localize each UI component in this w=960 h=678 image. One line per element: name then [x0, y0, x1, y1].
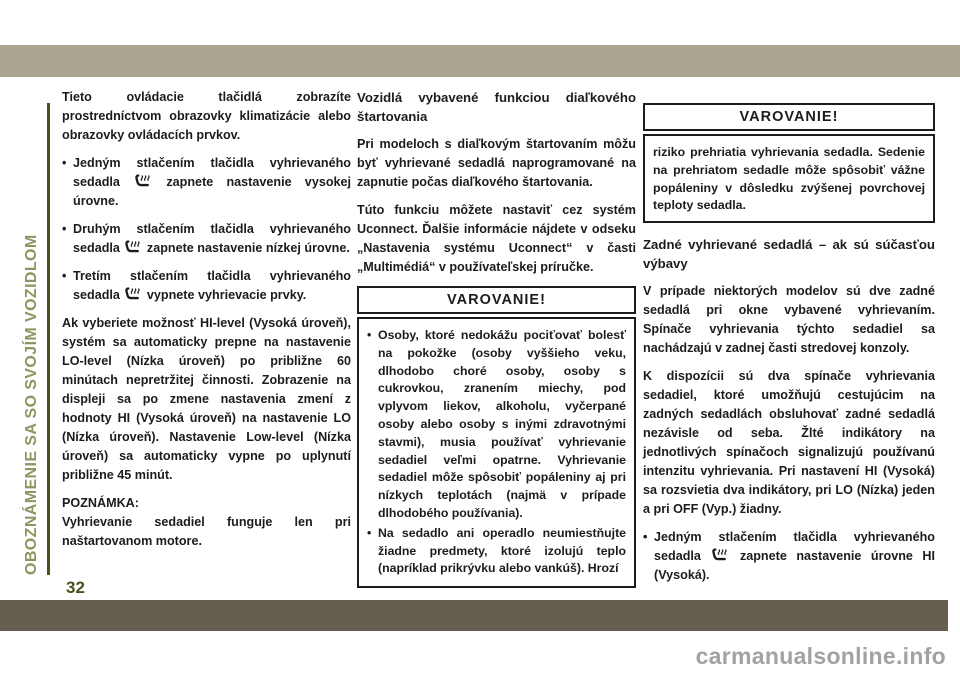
column-middle	[357, 88, 636, 588]
chapter-sidebar-title: OBOZNÁMENIE SA SO SVOJÍM VOZIDLOM	[23, 234, 40, 575]
warning-text: Na sedadlo ani operadlo neumiestňujte žiadne predmety, ktoré izolujú teplo (napríklad prikrývku alebo vankúš). Hrozí	[378, 525, 626, 576]
warning-body	[357, 317, 636, 588]
warning-text: Osoby, ktoré nedokážu pociťovať bolesť na pokožke (osoby vyššieho veku, dlhodobo choré osoby, osoby s cukrovkou, zranením miechy, pod vplyvom liekov, alkoholu, vyčerpané osoby alebo osoby s inými zdravotnými stavmi), musia používať vyhrievanie sedadiel veľmi opatrne. Vyhrievanie sedadiel môže spôsobiť popáleniny aj pri nízkych teplotách (najmä v prípade dlhodobého používania).	[378, 328, 626, 520]
sidebar-rule	[47, 103, 50, 575]
body-paragraph: K dispozícii sú dva spínače vyhrievania sedadiel, ktoré umožňujú cestujúcim na zadných sedadlách obsluhovať zadné sedadlá nezávisle od seba. Žlté indikátory na jednotlivých spínačoch signalizujú používanú intenzitu vyhrievania. Pri nastavení HI (Vysoká) sa rozsvietia dva indikátory, pri LO (Nízka) jeden a pri OFF (Vyp.) žiadny.	[643, 369, 935, 517]
heated-seat-icon	[125, 240, 141, 254]
section-heading: Zadné vyhrievané sedadlá – ak sú súčasťou výbavy	[643, 237, 935, 272]
column-left	[62, 88, 351, 551]
warning-title: VAROVANIE!	[643, 103, 935, 131]
list-item	[62, 267, 351, 305]
bullet-text-pre: Druhým stlačením tlačidla vyhrievaného sedadla	[73, 222, 351, 255]
watermark-text: carmanualsonline.info	[695, 643, 946, 669]
bullet-text-post: zapnete nastavenie vysokej úrovne.	[73, 175, 352, 208]
bullet-marker	[367, 525, 378, 578]
bullet-text-pre: Jedným stlačením tlačidla vyhrievaného sedadla	[73, 156, 351, 189]
list-item-text	[73, 154, 351, 211]
body-paragraph: Pri modeloch s diaľkovým štartovaním môžu byť vyhrievané sedadlá naprogramované na zapnutie počas diaľkového štartovania.	[357, 137, 636, 189]
list-item-text	[73, 267, 351, 305]
bullet-marker	[643, 528, 654, 585]
heated-seat-icon	[712, 548, 728, 562]
page-number: 32	[66, 578, 85, 597]
bullet-text-post: zapnete nastavenie nízkej úrovne.	[146, 241, 350, 255]
heated-seat-icon	[135, 174, 151, 188]
warning-list-item	[367, 525, 626, 578]
note-label: POZNÁMKA:	[62, 496, 139, 510]
bullet-text-pre: Jedným stlačením tlačidla vyhrievaného sedadla	[654, 530, 935, 564]
body-paragraph: V prípade niektorých modelov sú dve zadné sedadlá pri okne vybavené vyhrievaním. Spínače vyhrievania týchto sedadiel sa nachádzajú v zadnej časti stredovej konzoly.	[643, 284, 935, 356]
top-divider-bar	[0, 45, 960, 77]
body-paragraph: Ak vyberiete možnosť HI-level (Vysoká úroveň), systém sa automaticky prepne na nastavenie LO-level (Nízka úroveň) po približne 60 minútach nepretržitej činnosti. Zobrazenie na displeji sa po zmene nastavenia zmení z hodnoty HI (Vysoká úroveň) na nastavenie LO (Nízka úroveň). Nastavenie Low-level (Nízka úroveň) sa automaticky vypne po uplynutí približne 45 minút.	[62, 316, 351, 482]
bullet-marker	[62, 154, 73, 211]
heated-seat-icon	[125, 287, 141, 301]
body-paragraph: Túto funkciu môžete nastaviť cez systém Uconnect. Ďalšie informácie nájdete v odseku „Nastavenia systému Uconnect“ v časti „Multimédiá“ v používateľskej príručke.	[357, 203, 636, 274]
column-right	[643, 103, 935, 594]
list-item	[643, 528, 935, 585]
list-item-text	[73, 220, 351, 258]
warning-list-item	[367, 327, 626, 523]
warning-text: riziko prehriatia vyhrievania sedadla. Sedenie na prehriatom sedadle môže spôsobiť vážne popáleniny v dôsledku zvýšenej povrchovej teploty sedadla.	[653, 145, 925, 213]
list-item-text	[654, 528, 935, 585]
bullet-marker	[367, 327, 378, 523]
list-item	[62, 154, 351, 211]
intro-paragraph: Tieto ovládacie tlačidlá zobrazíte prostredníctvom obrazovky klimatizácie alebo obrazovky ovládacích prvkov.	[62, 90, 351, 142]
warning-body	[643, 134, 935, 223]
bullet-text-post: zapnete nastavenie úrovne HI (Vysoká).	[654, 549, 936, 583]
bottom-divider-bar	[0, 600, 948, 631]
warning-box	[643, 103, 935, 223]
warning-box	[357, 286, 636, 588]
bullet-marker	[62, 267, 73, 305]
bullet-text-pre: Tretím stlačením tlačidla vyhrievaného sedadla	[73, 269, 351, 302]
warning-title: VAROVANIE!	[357, 286, 636, 314]
section-heading: Vozidlá vybavené funkciou diaľkového štartovania	[357, 90, 636, 124]
bullet-marker	[62, 220, 73, 258]
note-text: Vyhrievanie sedadiel funguje len pri naštartovanom motore.	[62, 515, 351, 548]
list-item	[62, 220, 351, 258]
bullet-text-post: vypnete vyhrievacie prvky.	[146, 288, 307, 302]
